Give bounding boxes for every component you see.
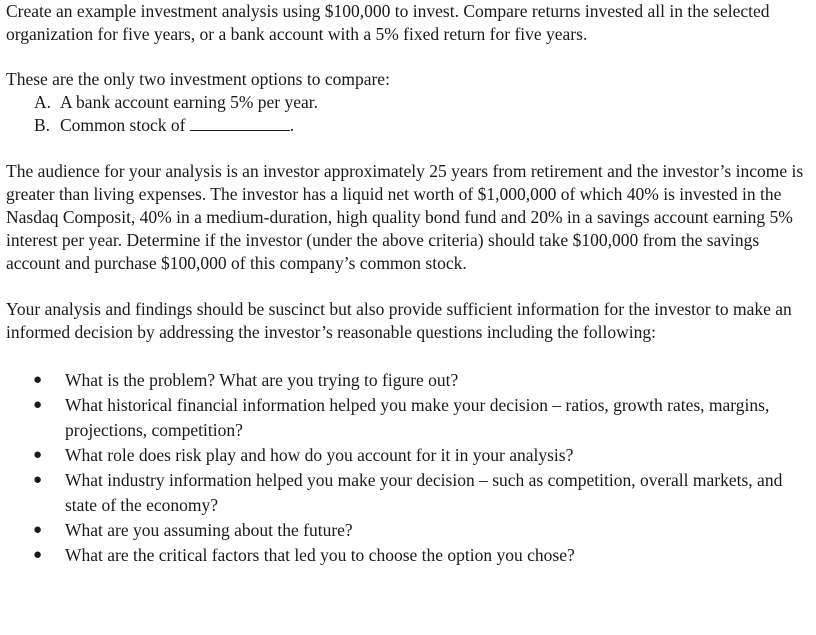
list-item-text: What is the problem? What are you trying to figure out? xyxy=(65,370,459,390)
bullet-icon: ● xyxy=(33,397,43,413)
fill-in-blank-line xyxy=(190,114,290,131)
option-item-b xyxy=(6,114,806,137)
list-item-text: What industry information helped you make your decision – such as competition, overall markets, and state of the economy? xyxy=(65,470,783,515)
option-text: Common stock of xyxy=(60,115,186,135)
list-item xyxy=(6,368,806,393)
option-suffix: . xyxy=(289,115,295,135)
bullet-icon: ● xyxy=(33,472,43,488)
document-body xyxy=(6,0,806,568)
options-list xyxy=(6,91,806,137)
list-item xyxy=(6,393,806,443)
list-item xyxy=(6,518,806,543)
list-item-text: What are you assuming about the future? xyxy=(65,520,353,540)
option-letter: A. xyxy=(34,92,52,112)
bullet-icon: ● xyxy=(33,547,43,563)
analysis-paragraph: Your analysis and findings should be suscinct but also provide sufficient information for the investor to make an informed decision by addressing the investor’s reasonable questions including the following: xyxy=(6,299,792,342)
list-item-text: What are the critical factors that led you to choose the option you chose? xyxy=(65,545,575,565)
bullet-icon: ● xyxy=(33,372,43,388)
bullet-icon: ● xyxy=(33,447,43,463)
list-item-text: What role does risk play and how do you account for it in your analysis? xyxy=(65,445,574,465)
option-text: A bank account earning 5% per year. xyxy=(60,92,319,112)
option-letter: B. xyxy=(34,115,51,135)
list-item-text: What historical financial information helped you make your decision – ratios, growth rates, margins, projections, competition? xyxy=(65,395,770,440)
list-item xyxy=(6,468,806,518)
question-list xyxy=(6,368,806,568)
list-item xyxy=(6,443,806,468)
bullet-icon: ● xyxy=(33,522,43,538)
options-lead: These are the only two investment options to compare: xyxy=(6,69,390,89)
list-item xyxy=(6,543,806,568)
intro-paragraph: Create an example investment analysis using $100,000 to invest. Compare returns invested all in the selected organization for five years, or a bank account with a 5% fixed return for five years. xyxy=(6,1,770,44)
option-item-a xyxy=(6,91,806,114)
audience-paragraph: The audience for your analysis is an investor approximately 25 years from retirement and the investor’s income is greater than living expenses. The investor has a liquid net worth of $1,000,000 of which 40% is invested in the Nasdaq Composit, 40% in a medium-duration, high quality bond fund and 20% in a savings account earning 5% interest per year. Determine if the investor (under the above criteria) should take $100,000 from the savings account and purchase $100,000 of this company’s common stock. xyxy=(6,161,804,273)
